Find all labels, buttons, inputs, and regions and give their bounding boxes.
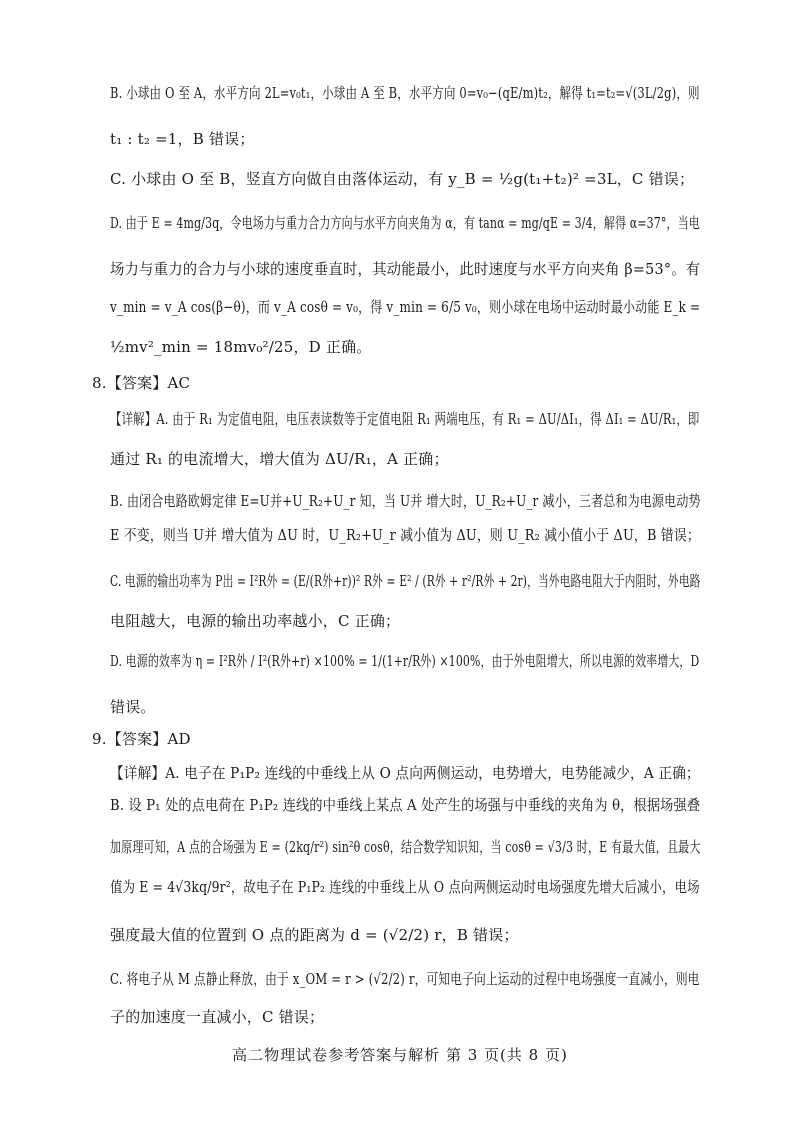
a8-line-4: E 不变，则当 U并 增大值为 ΔU 时，U_R₂+U_r 减小值为 ΔU，则 U_R₂ 减小值小于 ΔU，B 错误； [110, 525, 700, 544]
p7d-line-4: ½mv²_min = 18mv₀²/25，D 正确。 [110, 337, 372, 356]
answer-8-heading: 8.【答案】AC [92, 373, 191, 392]
a9-line-5: 强度最大值的位置到 O 点的距离为 d = (√2/2) r，B 错误； [110, 925, 519, 944]
a8-line-5: C. 电源的输出功率为 P出 = I²R外 = (E/(R外+r))² R外 = E² / (R外 + r²/R外 + 2r)，当外电路电阻大于内阻时，外电路 [110, 571, 701, 590]
a9-line-3: 加原理可知，A 点的合场强为 E = (2kq/r²) sin²θ cosθ，结合数学知识知，当 cosθ = √3/3 时，E 有最大值，且最大 [110, 837, 701, 856]
p7c-line-1: C. 小球由 O 至 B，竖直方向做自由落体运动，有 y_B = ½g(t₁+t₂)² =3L，C 错误； [110, 169, 695, 188]
p7b-line-2: t₁ : t₂ =1，B 错误； [110, 129, 255, 148]
a9-line-1: 【详解】A. 电子在 P₁P₂ 连线的中垂线上从 O 点向两侧运动，电势增大，电势能减少，A 正确； [110, 763, 700, 782]
a8-line-7: D. 电源的效率为 η = I²R外 / I²(R外+r) ×100% = 1/(1+r/R外) ×100%，由于外电阻增大，所以电源的效率增大，D [110, 651, 700, 670]
a9-line-6: C. 将电子从 M 点静止释放，由于 x_OM = r > (√2/2) r，可知电子向上运动的过程中电场强度一直减小，则电 [110, 969, 700, 988]
a8-line-8: 错误。 [110, 697, 156, 716]
a9-line-4: 值为 E = 4√3kq/9r²，故电子在 P₁P₂ 连线的中垂线上从 O 点向两侧运动时电场强度先增大后减小，电场 [110, 877, 700, 896]
a8-line-6: 电阻越大，电源的输出功率越小，C 正确； [110, 611, 401, 630]
p7b-line-1: B. 小球由 O 至 A，水平方向 2L=v₀t₁，小球由 A 至 B，水平方向 0=v₀−(qE/m)t₂，解得 t₁=t₂=√(3L/2g)，则 [110, 83, 700, 102]
p7d-line-2: 场力与重力的合力与小球的速度垂直时，其动能最小，此时速度与水平方向夹角 β=53°。有 [110, 259, 701, 278]
a9-line-7: 子的加速度一直减小，C 错误； [110, 1007, 325, 1026]
p7d-line-1: D. 由于 E = 4mg/3q，令电场力与重力合力方向与水平方向夹角为 α，有 tanα = mg/qE = 3/4，解得 α=37°，当电 [110, 213, 700, 232]
footer-text: 高二物理试卷参考答案与解析 第 3 页(共 8 页) [232, 1045, 568, 1064]
page-footer [0, 1040, 800, 1068]
answer-9-heading: 9.【答案】AD [92, 729, 191, 748]
a8-line-1: 【详解】A. 由于 R₁ 为定值电阻，电压表读数等于定值电阻 R₁ 两端电压，有 R₁ = ΔU/ΔI₁，得 ΔI₁ = ΔU/R₁，即 [110, 409, 700, 428]
p7d-line-3: v_min = v_A cos(β−θ)，而 v_A cosθ = v₀，得 v_min = 6/5 v₀，则小球在电场中运动时最小动能 E_k = [110, 297, 701, 316]
a9-line-2: B. 设 P₁ 处的点电荷在 P₁P₂ 连线的中垂线上某点 A 处产生的场强与中垂线的夹角为 θ，根据场强叠 [110, 795, 701, 814]
a8-line-2: 通过 R₁ 的电流增大，增大值为 ΔU/R₁，A 正确； [110, 449, 449, 468]
a8-line-3: B. 由闭合电路欧姆定律 E=U并+U_R₂+U_r 知，当 U并 增大时，U_R₂+U_r 减小，三者总和为电源电动势 [110, 491, 701, 510]
